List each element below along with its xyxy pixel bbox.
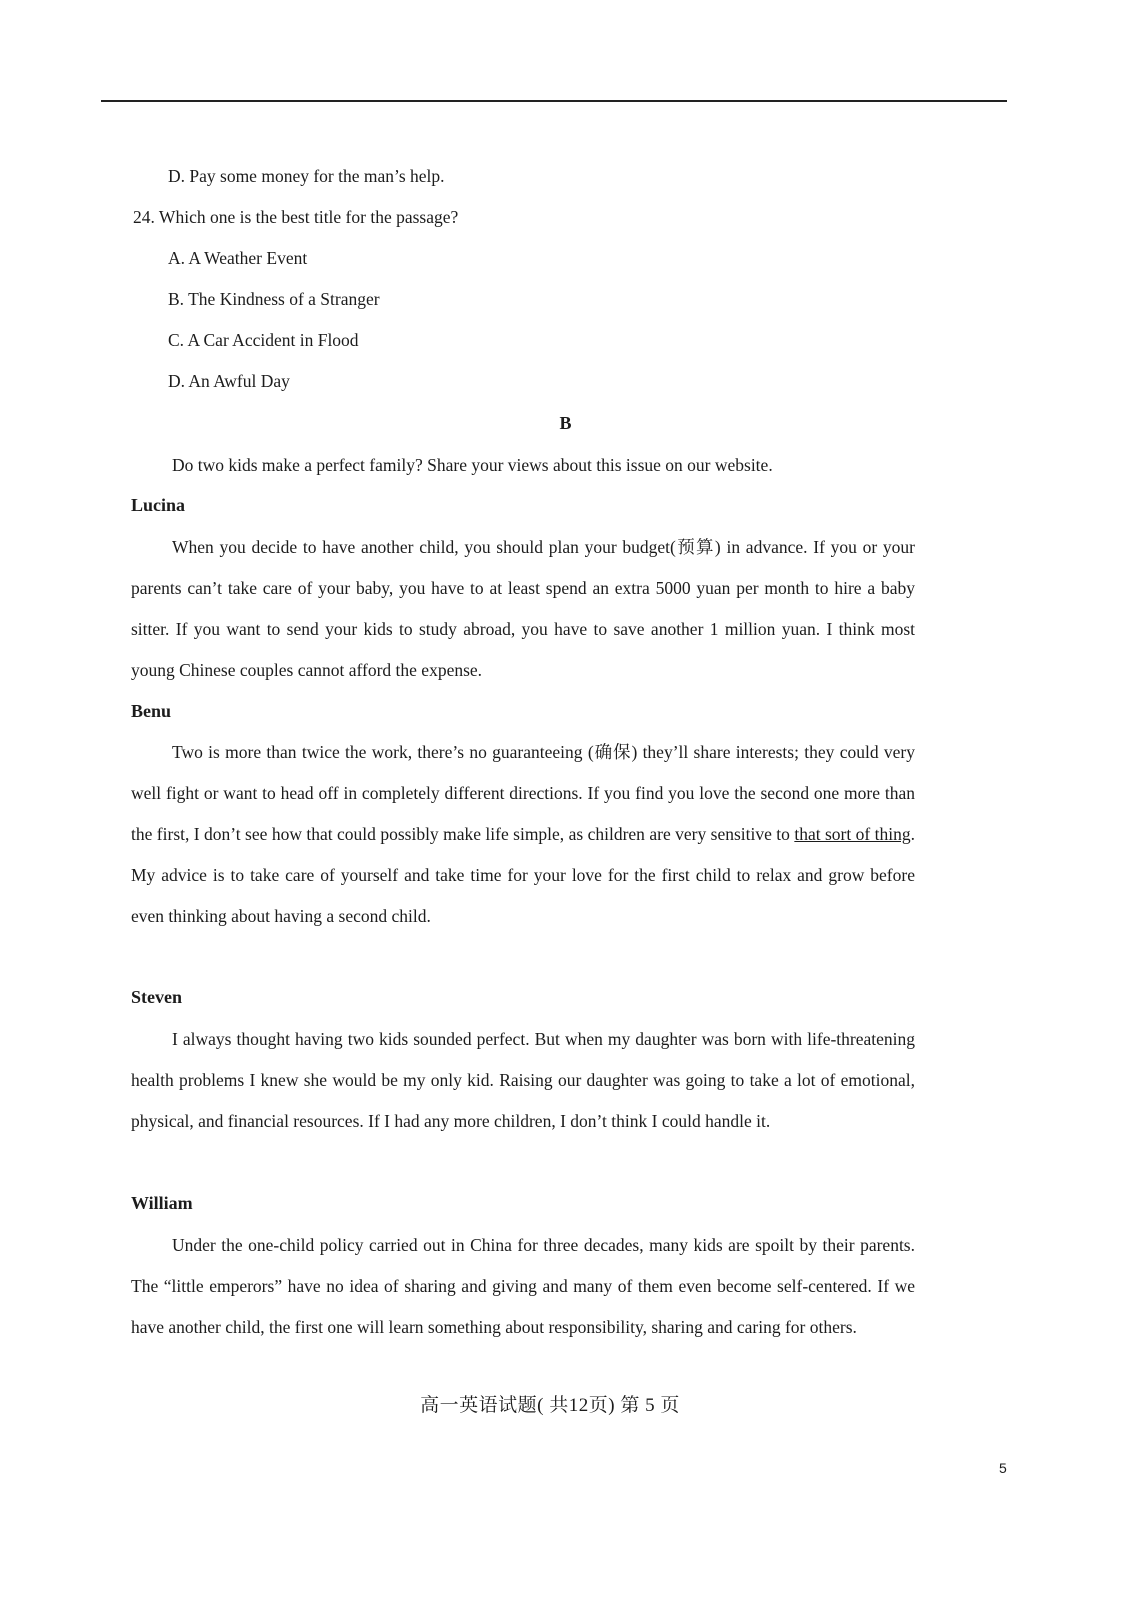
post-author-william: William [131, 1193, 193, 1213]
post-text-benu-part2: . My advice is to take care of yourself and take time for your love for the first child to relax and grow before even thinking about having a second child. [131, 824, 915, 926]
q23-option-d: D. Pay some money for the man’s help. [168, 166, 445, 186]
post-author-lucina: Lucina [131, 495, 186, 515]
section-heading: B [559, 413, 572, 433]
top-rule [101, 100, 1007, 102]
post-text-steven: I always thought having two kids sounded perfect. But when my daughter was born with life-threatening health problems I knew she would be my only kid. Raising our daughter was going to take a lot of emotional, physical, and financial resources. If I had any more children, I don’t think I could handle it. [131, 1029, 915, 1131]
post-text-william: Under the one-child policy carried out in China for three decades, many kids are spoilt by their parents. The “little emperors” have no idea of sharing and giving and many of them even become self-centered. If we have another child, the first one will learn something about responsibility, sharing and caring for others. [131, 1235, 915, 1337]
q24-option-b: B. The Kindness of a Stranger [168, 289, 380, 309]
section-intro: Do two kids make a perfect family? Share your views about this issue on our website. [172, 455, 773, 475]
page-footer: 高一英语试题( 共12页) 第 5 页 [420, 1395, 680, 1416]
post-text-benu [131, 732, 915, 937]
post-author-benu: Benu [131, 701, 172, 721]
post-text-lucina: When you decide to have another child, you should plan your budget(预算) in advance. If you or your parents can’t take care of your baby, you have to at least spend an extra 5000 yuan per month to hire a baby sitter. If you want to send your kids to study abroad, you have to save another 1 million yuan. I think most young Chinese couples cannot afford the expense. [131, 537, 915, 680]
q24-option-c: C. A Car Accident in Flood [168, 330, 359, 350]
post-author-steven: Steven [131, 987, 182, 1007]
q24-option-a: A. A Weather Event [168, 248, 308, 268]
page-number: 5 [999, 1460, 1007, 1476]
post-text-benu-part1: Two is more than twice the work, there’s no guaranteeing (确保) they’ll share interests; they could very well fight or want to head off in completely different directions. If you find you love the second one more than the first, I don’t see how that could possibly make life simple, as children are very sensitive to [131, 742, 915, 844]
q24-option-d: D. An Awful Day [168, 371, 290, 391]
underlined-phrase: that sort of thing [794, 824, 911, 844]
question-24: 24. Which one is the best title for the passage? [133, 207, 459, 227]
